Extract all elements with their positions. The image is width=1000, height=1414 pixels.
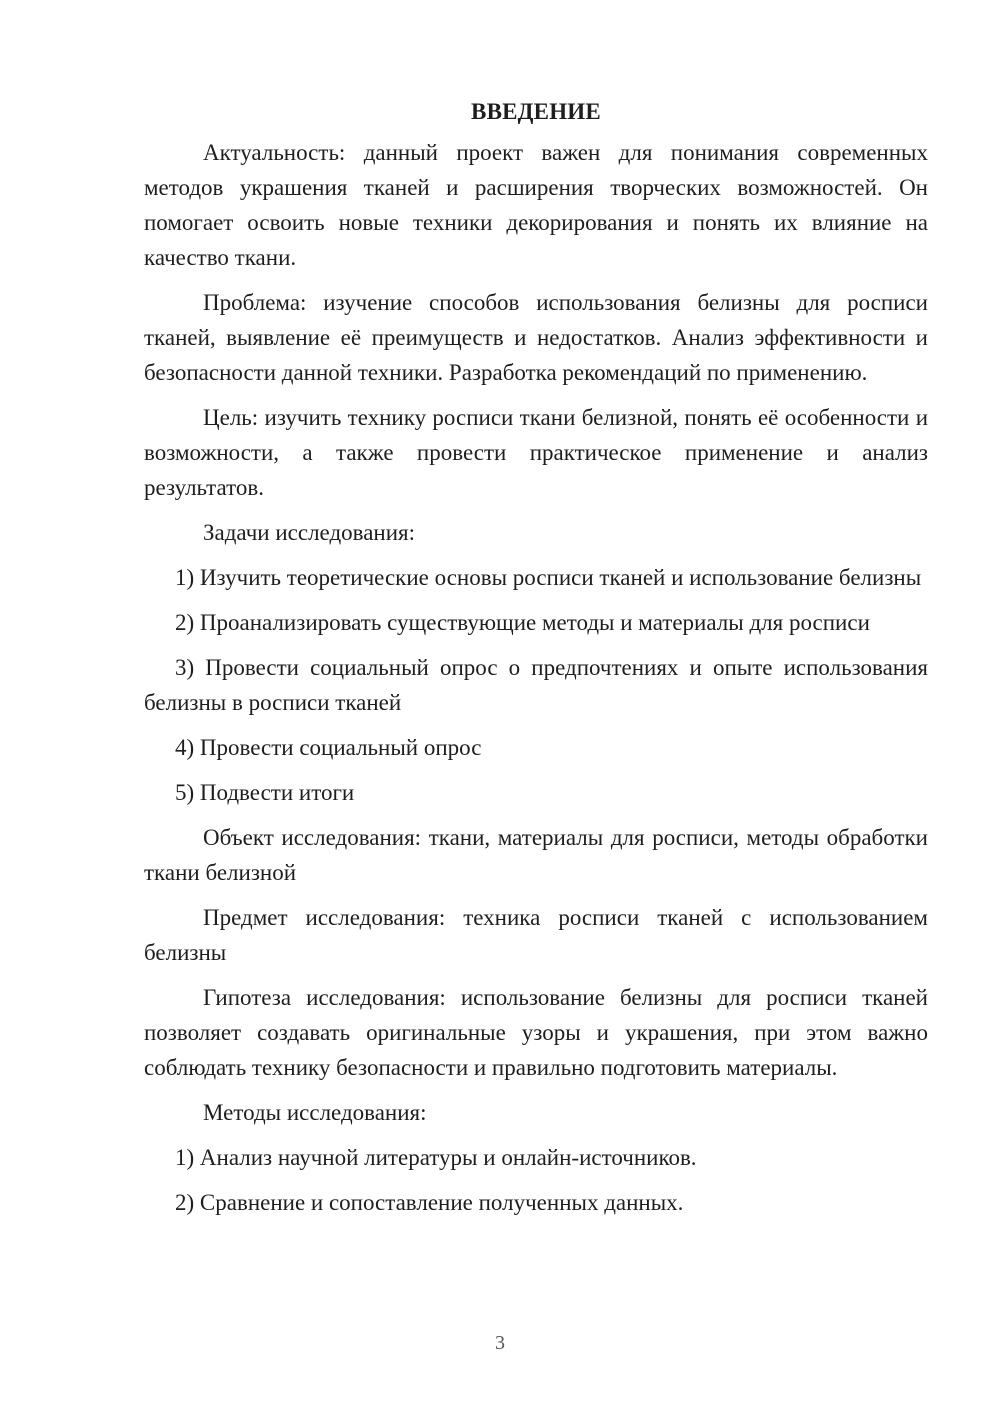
paragraph-goal: Цель: изучить технику росписи ткани белизной, понять её особенности и возможности, а также провести практическое применение и анализ результатов. [144, 405, 928, 500]
list-item-task-4: 4) Провести социальный опрос [175, 735, 482, 760]
document-page [144, 94, 928, 1230]
page-title: ВВЕДЕНИЕ [471, 99, 601, 124]
list-item-task-2: 2) Проанализировать существующие методы и материалы для росписи [175, 610, 870, 635]
list-item-method-1: 1) Анализ научной литературы и онлайн-источников. [175, 1145, 697, 1170]
list-item-task-5: 5) Подвести итоги [175, 780, 355, 805]
page-number: 3 [495, 1332, 505, 1354]
list-item-task-3: 3) Провести социальный опрос о предпочтениях и опыте использования белизны в росписи тканей [144, 655, 928, 715]
paragraph-methods-heading: Методы исследования: [203, 1100, 427, 1125]
paragraph-relevance: Актуальность: данный проект важен для понимания современных методов украшения тканей и расширения творческих возможностей. Он помогает освоить новые техники декорирования и понять их влияние на качество ткани. [144, 140, 928, 270]
paragraph-object: Объект исследования: ткани, материалы для росписи, методы обработки ткани белизной [144, 825, 928, 885]
paragraph-tasks-heading: Задачи исследования: [203, 520, 416, 545]
paragraph-hypothesis: Гипотеза исследования: использование белизны для росписи тканей позволяет создавать оригинальные узоры и украшения, при этом важно соблюдать технику безопасности и правильно подготовить материалы. [144, 985, 928, 1080]
paragraph-problem: Проблема: изучение способов использования белизны для росписи тканей, выявление её преимуществ и недостатков. Анализ эффективности и безопасности данной техники. Разработка рекомендаций по применению. [144, 290, 928, 385]
list-item-task-1: 1) Изучить теоретические основы росписи тканей и использование белизны [175, 565, 922, 590]
paragraph-subject: Предмет исследования: техника росписи тканей с использованием белизны [144, 905, 928, 965]
list-item-method-2: 2) Сравнение и сопоставление полученных данных. [175, 1190, 684, 1215]
